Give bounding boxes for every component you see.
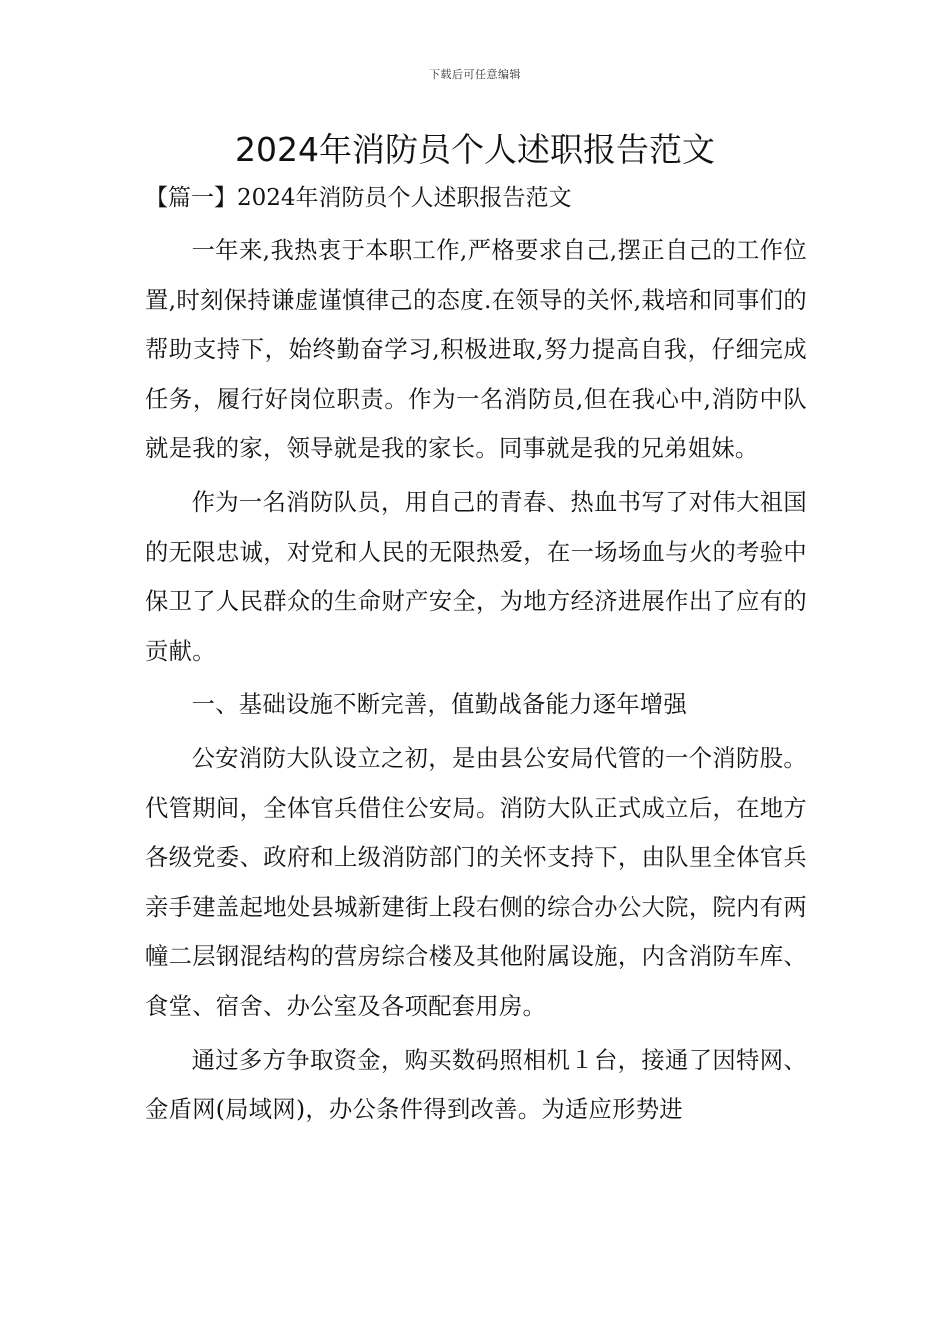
- subheading-paragraph: 一、基础设施不断完善，值勤战备能力逐年增强: [191, 691, 688, 719]
- paragraph: 作为一名消防队员，用自己的青春、热血书写了对伟大祖国的无限忠诚，对党和人民的无限热爱，在一场场血与火的考验中保卫了人民群众的生命财产安全，为地方经济进展作出了应有的贡献。: [145, 488, 807, 665]
- document-body: [145, 226, 807, 1135]
- document-title: 2024年消防员个人述职报告范文: [235, 130, 715, 169]
- header-note: 下载后可任意编辑: [429, 68, 521, 81]
- paragraph: 一年来,我热衷于本职工作,严格要求自己,摆正自己的工作位置,时刻保持谦虚谨慎律己的态度.在领导的关怀,栽培和同事们的帮助支持下，始终勤奋学习,积极进取,努力提高自我，仔细完成任务，履行好岗位职责。作为一名消防员,但在我心中,消防中队就是我的家，领导就是我的家长。同事就是我的兄弟姐妹。: [145, 237, 807, 463]
- paragraph: 公安消防大队设立之初，是由县公安局代管的一个消防股。代管期间，全体官兵借住公安局。消防大队正式成立后，在地方各级党委、政府和上级消防部门的关怀支持下，由队里全体官兵亲手建盖起地处县城新建街上段右侧的综合办公大院，院内有两幢二层钢混结构的营房综合楼及其他附属设施，内含消防车库、食堂、宿舍、办公室及各项配套用房。: [145, 744, 807, 1020]
- section-heading: 【篇一】2024年消防员个人述职报告范文: [145, 185, 572, 211]
- paragraph: 通过多方争取资金，购买数码照相机１台，接通了因特网、金盾网(局域网)，办公条件得到改善。为适应形势进: [145, 1046, 807, 1124]
